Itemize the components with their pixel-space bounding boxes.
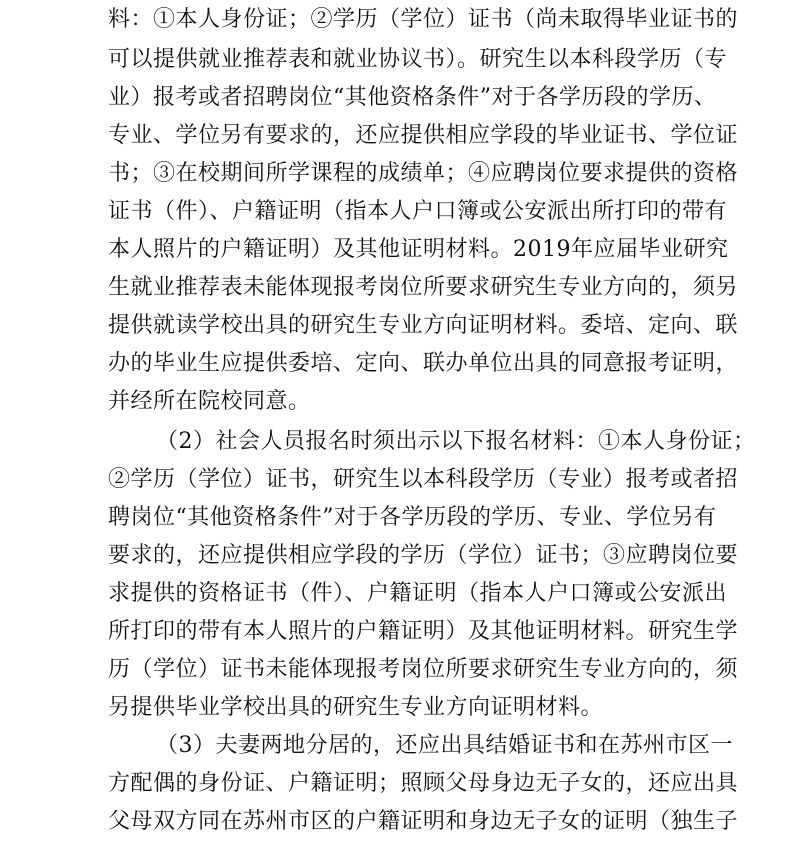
text-line: （3）夫妻两地分居的，还应出具结婚证书和在苏州市区一 <box>156 733 733 758</box>
text-line: 方配偶的身份证、户籍证明；照顾父母身边无子女的，还应出具 <box>108 771 739 796</box>
text-line: 另提供毕业学校出具的研究生专业方向证明材料。 <box>108 695 604 720</box>
text-line: 父母双方同在苏州市区的户籍证明和身边无子女的证明（独生子 <box>108 809 739 834</box>
text-line: 提供就读学校出具的研究生专业方向证明材料。委培、定向、联 <box>108 313 739 338</box>
text-line: （2）社会人员报名时须出示以下报名材料：①本人身份证； <box>156 429 756 454</box>
text-line: ②学历（学位）证书，研究生以本科段学历（专业）报考或者招 <box>108 467 739 492</box>
text-line: 可以提供就业推荐表和就业协议书）。研究生以本科段学历（专 <box>108 47 728 72</box>
text-line: 求提供的资格证书（件）、户籍证明（指本人户口簿或公安派出 <box>108 581 728 606</box>
text-line: 本人照片的户籍证明）及其他证明材料。2019年应届毕业研究 <box>108 237 729 262</box>
text-line: 要求的，还应提供相应学段的学历（学位）证书；③应聘岗位要 <box>108 543 739 568</box>
text-line: 所打印的带有本人照片的户籍证明）及其他证明材料。研究生学 <box>108 619 739 644</box>
text-line: 证书（件）、户籍证明（指本人户口簿或公安派出所打印的带有 <box>108 199 728 224</box>
text-line: 办的毕业生应提供委培、定向、联办单位出具的同意报考证明， <box>108 351 739 376</box>
text-line: 专业、学位另有要求的，还应提供相应学段的毕业证书、学位证 <box>108 123 739 148</box>
text-line: 并经所在院校同意。 <box>108 389 311 414</box>
text-line: 聘岗位“其他资格条件”对于各学历段的学历、专业、学位另有 <box>108 505 717 530</box>
text-line: 生就业推荐表未能体现报考岗位所要求研究生专业方向的，须另 <box>108 275 739 300</box>
text-line: 书；③在校期间所学课程的成绩单；④应聘岗位要求提供的资格 <box>108 161 739 186</box>
text-line: 历（学位）证书未能体现报考岗位所要求研究生专业方向的，须 <box>108 657 739 682</box>
text-line: 料：①本人身份证；②学历（学位）证书（尚未取得毕业证书的 <box>108 7 739 32</box>
text-line: 业）报考或者招聘岗位“其他资格条件”对于各学历段的学历、 <box>108 85 717 110</box>
